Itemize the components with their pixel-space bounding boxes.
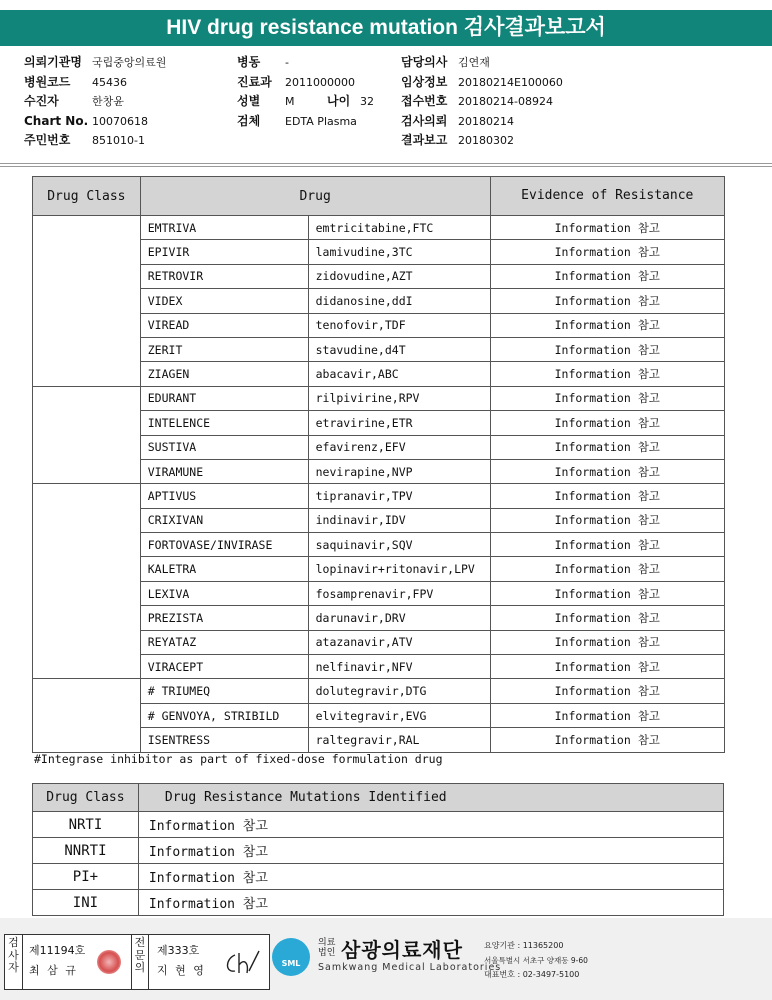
org-address: 서울특별시 서초구 양재동 9-60 [484,956,588,965]
info-column-1 [24,53,166,151]
mutation-table-body [33,812,724,916]
drug-evidence-cell: Information 참고 [490,386,724,410]
examiner-number: 제11194호 [29,944,86,957]
mutation-class-cell: INI [33,890,139,916]
org-code: 요양기관 : 11365200 [484,941,564,950]
divider-top [0,163,772,164]
drug-evidence-cell: Information 참고 [490,728,724,752]
examiner-name: 최 삼 규 [29,964,78,977]
drug-brand-cell: ISENTRESS [140,728,308,752]
drug-generic-cell: dolutegravir,DTG [308,679,490,703]
mutation-class-cell: PI+ [33,864,139,890]
header-drug-class: Drug Class [33,177,141,216]
drug-evidence-cell: Information 참고 [490,508,724,532]
label-test-request: 검사의뢰 [401,113,448,128]
drug-brand-cell: INTELENCE [140,411,308,435]
value-receipt-no: 20180214-08924 [458,95,553,108]
drug-resistance-table [32,176,725,753]
drug-evidence-cell: Information 참고 [490,411,724,435]
drug-brand-cell: FORTOVASE/INVIRASE [140,533,308,557]
drug-row [33,216,725,240]
drug-generic-cell: rilpivirine,RPV [308,386,490,410]
drug-evidence-cell: Information 참고 [490,679,724,703]
reviewer-name: 지 현 영 [157,964,206,977]
drug-evidence-cell: Information 참고 [490,264,724,288]
mutation-result-cell: Information 참고 [138,838,723,864]
header-mutations: Drug Resistance Mutations Identified [138,784,723,812]
header-drug: Drug [140,177,490,216]
mutation-class-cell: NRTI [33,812,139,838]
drug-class-cell [33,484,141,679]
drug-generic-cell: saquinavir,SQV [308,533,490,557]
drug-generic-cell: raltegravir,RAL [308,728,490,752]
header-evidence: Evidence of Resistance [490,177,724,216]
value-age: 32 [360,95,374,108]
mutation-row [33,812,724,838]
drug-generic-cell: nevirapine,NVP [308,459,490,483]
drug-brand-cell: # TRIUMEQ [140,679,308,703]
info-column-2 [237,53,374,131]
value-clinical-info: 20180214E100060 [458,75,563,89]
drug-evidence-cell: Information 참고 [490,216,724,240]
drug-generic-cell: nelfinavir,NFV [308,655,490,679]
label-resident-no: 주민번호 [24,133,71,147]
label-hospital-code: 병원코드 [24,74,71,89]
drug-generic-cell: didanosine,ddI [308,289,490,313]
value-chart-no: 10070618 [92,114,148,128]
drug-class-cell [33,679,141,752]
value-resident-no: 851010-1 [92,134,145,147]
drug-evidence-cell: Information 참고 [490,289,724,313]
footnote: #Integrase inhibitor as part of fixed-dose formulation drug [34,752,443,766]
drug-evidence-cell: Information 참고 [490,484,724,508]
drug-brand-cell: VIREAD [140,313,308,337]
drug-brand-cell: VIRACEPT [140,655,308,679]
drug-generic-cell: tipranavir,TPV [308,484,490,508]
value-department: 2011000000 [285,75,355,89]
label-age: 나이 [327,94,351,108]
value-requesting-institution: 국립중앙의료원 [92,56,167,69]
header-mut-drug-class: Drug Class [33,784,139,812]
drug-brand-cell: VIDEX [140,289,308,313]
drug-generic-cell: zidovudine,AZT [308,264,490,288]
drug-generic-cell: etravirine,ETR [308,411,490,435]
org-name: 삼광의료재단 [341,938,463,962]
divider-top-2 [0,166,772,167]
mutation-row [33,864,724,890]
drug-brand-cell: VIRAMUNE [140,459,308,483]
mutation-class-cell: NNRTI [33,838,139,864]
drug-generic-cell: emtricitabine,FTC [308,216,490,240]
drug-brand-cell: PREZISTA [140,606,308,630]
mutation-result-cell: Information 참고 [138,812,723,838]
drug-evidence-cell: Information 참고 [490,435,724,459]
value-sex: M [285,95,295,108]
label-clinical-info: 임상정보 [401,74,448,89]
label-result-report: 결과보고 [401,133,448,147]
drug-brand-cell: EMTRIVA [140,216,308,240]
drug-row [33,679,725,703]
reviewer-signature-icon [223,949,263,977]
drug-evidence-cell: Information 참고 [490,533,724,557]
mutation-row [33,890,724,916]
signature-box [4,934,270,990]
value-ward: - [285,56,289,69]
drug-generic-cell: darunavir,DRV [308,606,490,630]
org-corp-label: 의료법인 [318,938,336,958]
drug-evidence-cell: Information 참고 [490,362,724,386]
mutation-row [33,838,724,864]
drug-evidence-cell: Information 참고 [490,557,724,581]
drug-class-cell [33,216,141,387]
org-phone: 대표번호 : 02-3497-5100 [484,970,580,979]
drug-row [33,484,725,508]
report-title: HIV drug resistance mutation 검사결과보고서 [0,10,772,46]
drug-table-body [33,216,725,753]
drug-brand-cell: KALETRA [140,557,308,581]
drug-row [33,386,725,410]
drug-generic-cell: tenofovir,TDF [308,313,490,337]
drug-generic-cell: stavudine,d4T [308,337,490,361]
drug-evidence-cell: Information 참고 [490,655,724,679]
drug-generic-cell: abacavir,ABC [308,362,490,386]
drug-brand-cell: ZERIT [140,337,308,361]
drug-brand-cell: APTIVUS [140,484,308,508]
drug-evidence-cell: Information 참고 [490,630,724,654]
drug-brand-cell: EDURANT [140,386,308,410]
reviewer-number: 제333호 [157,944,200,957]
drug-brand-cell: # GENVOYA, STRIBILD [140,703,308,727]
drug-evidence-cell: Information 참고 [490,337,724,361]
mutation-table [32,783,724,916]
drug-brand-cell: RETROVIR [140,264,308,288]
drug-generic-cell: efavirenz,EFV [308,435,490,459]
value-patient: 한창윤 [92,95,124,108]
drug-evidence-cell: Information 참고 [490,581,724,605]
drug-brand-cell: ZIAGEN [140,362,308,386]
drug-generic-cell: fosamprenavir,FPV [308,581,490,605]
sml-logo-icon: SML [272,938,310,976]
label-department: 진료과 [237,74,272,89]
label-doctor: 담당의사 [401,55,448,69]
label-sex: 성별 [237,94,261,108]
drug-evidence-cell: Information 참고 [490,240,724,264]
drug-brand-cell: EPIVIR [140,240,308,264]
drug-generic-cell: indinavir,IDV [308,508,490,532]
drug-generic-cell: atazanavir,ATV [308,630,490,654]
drug-generic-cell: lopinavir+ritonavir,LPV [308,557,490,581]
mutation-result-cell: Information 참고 [138,864,723,890]
value-result-report: 20180302 [458,134,514,147]
label-chart-no: Chart No. [24,113,89,128]
drug-generic-cell: elvitegravir,EVG [308,703,490,727]
reviewer-label: 전문의 [131,935,149,989]
drug-generic-cell: lamivudine,3TC [308,240,490,264]
value-hospital-code: 45436 [92,75,127,89]
drug-brand-cell: REYATAZ [140,630,308,654]
drug-evidence-cell: Information 참고 [490,313,724,337]
value-specimen: EDTA Plasma [285,114,357,128]
mutation-result-cell: Information 참고 [138,890,723,916]
drug-brand-cell: LEXIVA [140,581,308,605]
drug-class-cell [33,386,141,484]
value-doctor: 김연재 [458,56,490,69]
drug-evidence-cell: Information 참고 [490,459,724,483]
org-english-name: Samkwang Medical Laboratories [318,962,502,973]
examiner-label: 검사자 [5,935,23,989]
drug-evidence-cell: Information 참고 [490,703,724,727]
value-test-request: 20180214 [458,114,514,128]
label-ward: 병동 [237,55,261,69]
drug-evidence-cell: Information 참고 [490,606,724,630]
examiner-seal-icon [97,950,121,974]
drug-brand-cell: SUSTIVA [140,435,308,459]
drug-brand-cell: CRIXIVAN [140,508,308,532]
label-receipt-no: 접수번호 [401,94,448,108]
info-column-3 [401,53,563,151]
label-patient: 수진자 [24,94,59,108]
label-specimen: 검체 [237,113,261,128]
label-requesting-institution: 의뢰기관명 [24,55,82,69]
